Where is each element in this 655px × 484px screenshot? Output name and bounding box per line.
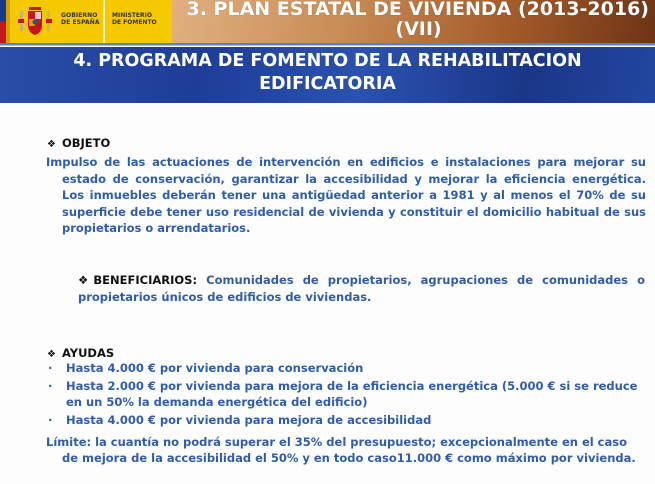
limite-text: Límite: la cuantía no podrá superar el 35% del presupuesto; excepcionalmente en el caso de mejora de la accesibilidad el 50% y en todo caso11.000 € como máximo por vivienda. [46,435,636,465]
ministry-label-line2: DE FOMENTO [112,19,157,26]
bullet-icon: · [48,378,53,393]
ayuda-conservacion: Hasta 4.000 € por vivienda para conservación [66,361,364,375]
ayuda-eficiencia: Hasta 2.000 € por vivienda para mejora de la eficiencia energética (5.000 € si se reduce en un 50% la demanda energética del edificio) [66,378,638,409]
ayudas-list [46,360,655,429]
section-title-line1: 4. PROGRAMA DE FOMENTO DE LA REHABILITACION [73,51,582,71]
section-title-line2: EDIFICATORIA [259,74,396,94]
bullet-icon: · [48,412,53,427]
objeto-text: Impulso de las actuaciones de intervención en edificios e instalaciones para mejorar su estado de conservación, garantizar la accesibilidad y mejorar la eficiencia energética. Los inmuebles deberán tener una antigüedad anterior a 1981 y al menos el 70% de su superficie debe tener uso residencial de vivienda y constituir el domicilio habitual de sus propietarios o arrendatarios. [46,155,646,235]
government-label-line2: DE ESPAÑA [61,19,100,26]
government-label-line1: GOBIERNO [61,12,98,19]
limite-paragraph [46,434,646,466]
slide-title-line1: 3. PLAN ESTATAL DE VIVIENDA (2013-2016) [186,0,649,20]
beneficiarios-label [78,273,197,287]
objeto-heading-label: OBJETO [61,136,111,150]
list-item [46,360,655,377]
objeto-paragraph [46,154,646,237]
bullet-icon: · [48,361,53,375]
beneficiarios-text: Comunidades de propietarios, agrupaciones de comunidades o propietarios únicos de edificios de viviendas. [78,273,645,304]
ayuda-accesibilidad: Hasta 4.000 € por vivienda para mejora de accesibilidad [66,412,432,427]
diamond-bullet-icon: ❖ [78,273,94,287]
ministry-label-line1: MINISTERIO [112,12,152,19]
slide-title-line2: (VII) [395,18,442,40]
ayudas-heading-label: AYUDAS [61,346,115,360]
beneficiarios-label-text: BENEFICIARIOS: [93,273,198,287]
list-item [46,378,655,411]
beneficiarios-paragraph [78,272,645,305]
diamond-bullet-icon: ❖ [47,349,56,360]
objeto-heading [47,136,110,150]
list-item [46,412,655,429]
diamond-bullet-icon: ❖ [47,139,56,150]
ayudas-heading [47,346,114,360]
